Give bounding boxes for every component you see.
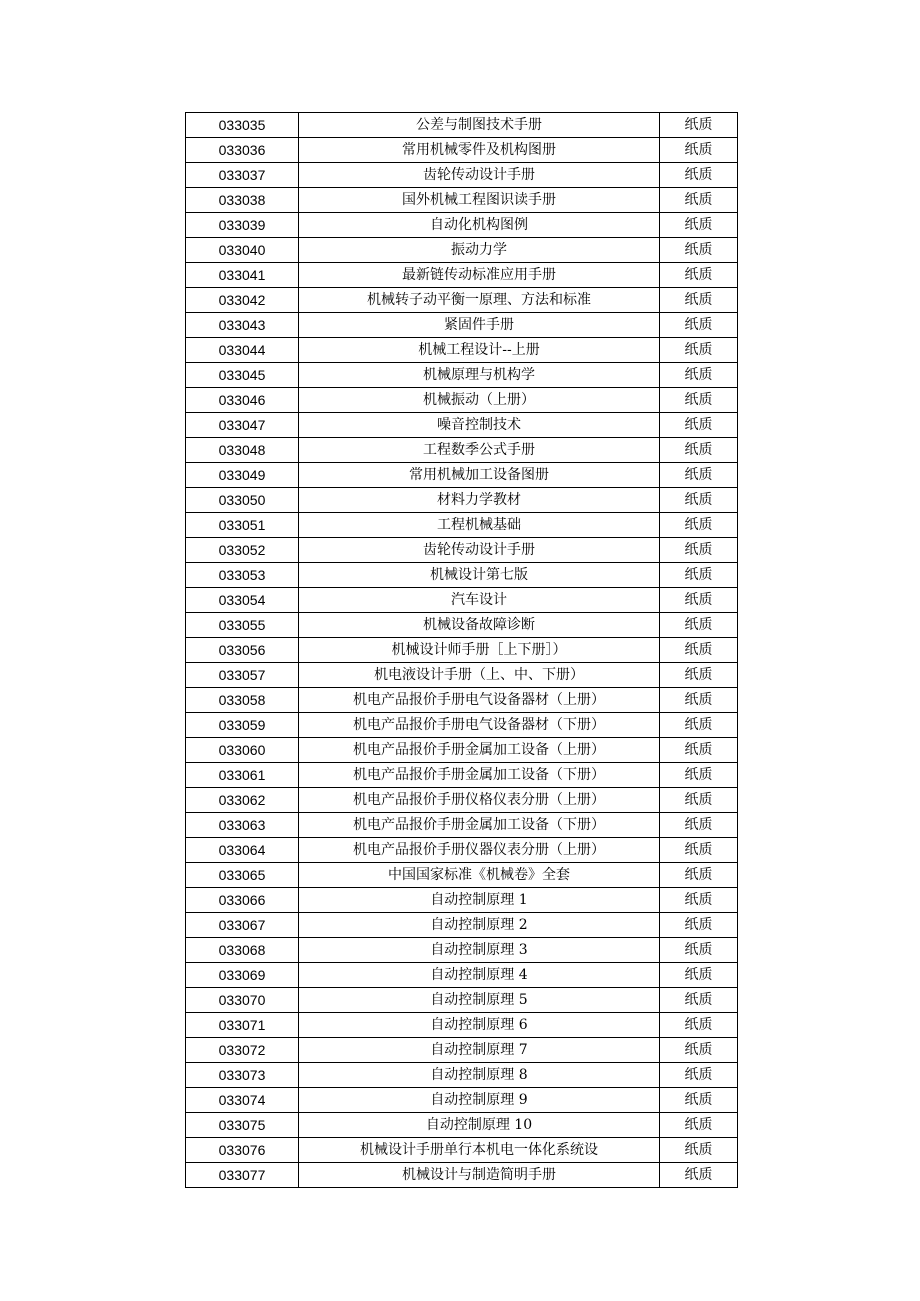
table-row <box>186 713 738 738</box>
table-row <box>186 163 738 188</box>
book-title-cell: 机械转子动平衡一原理、方法和标准 <box>299 288 660 313</box>
table-row <box>186 238 738 263</box>
book-code-cell: 033053 <box>186 563 299 588</box>
table-row <box>186 288 738 313</box>
book-code-cell: 033077 <box>186 1163 299 1188</box>
book-code-cell: 033058 <box>186 688 299 713</box>
book-type-cell: 纸质 <box>660 688 738 713</box>
table-row <box>186 938 738 963</box>
book-code-cell: 033052 <box>186 538 299 563</box>
table-row <box>186 1113 738 1138</box>
book-code-cell: 033056 <box>186 638 299 663</box>
book-title-cell: 机械振动（上册） <box>299 388 660 413</box>
book-title-cell: 机械设计师手册［上下册］） <box>299 638 660 663</box>
table-row <box>186 413 738 438</box>
table-row <box>186 588 738 613</box>
book-code-cell: 033069 <box>186 963 299 988</box>
book-type-cell: 纸质 <box>660 763 738 788</box>
book-title-cell: 自动控制原理 5 <box>299 988 660 1013</box>
table-row <box>186 613 738 638</box>
book-code-cell: 033050 <box>186 488 299 513</box>
book-code-cell: 033042 <box>186 288 299 313</box>
book-code-cell: 033041 <box>186 263 299 288</box>
book-code-cell: 033051 <box>186 513 299 538</box>
table-row <box>186 1138 738 1163</box>
book-title-cell: 常用机械加工设备图册 <box>299 463 660 488</box>
book-type-cell: 纸质 <box>660 938 738 963</box>
book-type-cell: 纸质 <box>660 1088 738 1113</box>
book-code-cell: 033060 <box>186 738 299 763</box>
book-type-cell: 纸质 <box>660 463 738 488</box>
book-title-cell: 常用机械零件及机构图册 <box>299 138 660 163</box>
book-type-cell: 纸质 <box>660 588 738 613</box>
book-title-cell: 自动控制原理 4 <box>299 963 660 988</box>
book-type-cell: 纸质 <box>660 738 738 763</box>
book-code-cell: 033065 <box>186 863 299 888</box>
book-code-cell: 033036 <box>186 138 299 163</box>
book-code-cell: 033074 <box>186 1088 299 1113</box>
book-type-cell: 纸质 <box>660 488 738 513</box>
book-code-cell: 033076 <box>186 1138 299 1163</box>
book-title-cell: 机械设计第七版 <box>299 563 660 588</box>
book-catalog-table <box>185 112 738 1188</box>
book-title-cell: 最新链传动标准应用手册 <box>299 263 660 288</box>
table-row <box>186 663 738 688</box>
book-code-cell: 033061 <box>186 763 299 788</box>
book-type-cell: 纸质 <box>660 863 738 888</box>
book-type-cell: 纸质 <box>660 888 738 913</box>
book-title-cell: 自动化机构图例 <box>299 213 660 238</box>
table-row <box>186 1038 738 1063</box>
book-type-cell: 纸质 <box>660 1038 738 1063</box>
book-type-cell: 纸质 <box>660 963 738 988</box>
book-type-cell: 纸质 <box>660 813 738 838</box>
book-code-cell: 033038 <box>186 188 299 213</box>
table-row <box>186 1163 738 1188</box>
table-row <box>186 813 738 838</box>
book-title-cell: 自动控制原理 1 <box>299 888 660 913</box>
book-code-cell: 033066 <box>186 888 299 913</box>
book-type-cell: 纸质 <box>660 538 738 563</box>
book-code-cell: 033068 <box>186 938 299 963</box>
table-row <box>186 738 738 763</box>
book-type-cell: 纸质 <box>660 563 738 588</box>
book-type-cell: 纸质 <box>660 363 738 388</box>
book-title-cell: 机械设备故障诊断 <box>299 613 660 638</box>
book-type-cell: 纸质 <box>660 638 738 663</box>
book-title-cell: 机电产品报价手册仪格仪表分册（上册） <box>299 788 660 813</box>
book-type-cell: 纸质 <box>660 1063 738 1088</box>
book-code-cell: 033039 <box>186 213 299 238</box>
table-row <box>186 1063 738 1088</box>
table-row <box>186 213 738 238</box>
book-type-cell: 纸质 <box>660 988 738 1013</box>
book-code-cell: 033057 <box>186 663 299 688</box>
table-row <box>186 138 738 163</box>
book-code-cell: 033037 <box>186 163 299 188</box>
table-row <box>186 963 738 988</box>
table-row <box>186 638 738 663</box>
book-type-cell: 纸质 <box>660 163 738 188</box>
book-type-cell: 纸质 <box>660 513 738 538</box>
book-code-cell: 033047 <box>186 413 299 438</box>
book-title-cell: 工程数季公式手册 <box>299 438 660 463</box>
table-row <box>186 763 738 788</box>
book-type-cell: 纸质 <box>660 213 738 238</box>
table-row <box>186 988 738 1013</box>
book-title-cell: 机械设计与制造简明手册 <box>299 1163 660 1188</box>
book-code-cell: 033035 <box>186 113 299 138</box>
table-row <box>186 113 738 138</box>
table-row <box>186 438 738 463</box>
book-title-cell: 噪音控制技术 <box>299 413 660 438</box>
book-title-cell: 工程机械基础 <box>299 513 660 538</box>
table-row <box>186 188 738 213</box>
book-type-cell: 纸质 <box>660 1138 738 1163</box>
table-body <box>186 113 738 1188</box>
book-title-cell: 机电液设计手册（上、中、下册） <box>299 663 660 688</box>
book-type-cell: 纸质 <box>660 838 738 863</box>
table-row <box>186 888 738 913</box>
book-type-cell: 纸质 <box>660 188 738 213</box>
book-code-cell: 033075 <box>186 1113 299 1138</box>
table-row <box>186 1088 738 1113</box>
table-row <box>186 388 738 413</box>
book-code-cell: 033063 <box>186 813 299 838</box>
book-code-cell: 033054 <box>186 588 299 613</box>
book-type-cell: 纸质 <box>660 1113 738 1138</box>
book-code-cell: 033064 <box>186 838 299 863</box>
book-type-cell: 纸质 <box>660 1163 738 1188</box>
book-title-cell: 自动控制原理 8 <box>299 1063 660 1088</box>
table-row <box>186 363 738 388</box>
table-row <box>186 263 738 288</box>
book-title-cell: 材料力学教材 <box>299 488 660 513</box>
book-type-cell: 纸质 <box>660 788 738 813</box>
table-row <box>186 463 738 488</box>
book-code-cell: 033043 <box>186 313 299 338</box>
book-title-cell: 机械工程设计--上册 <box>299 338 660 363</box>
book-code-cell: 033073 <box>186 1063 299 1088</box>
book-type-cell: 纸质 <box>660 338 738 363</box>
table-row <box>186 538 738 563</box>
table-row <box>186 488 738 513</box>
book-title-cell: 中国国家标准《机械卷》全套 <box>299 863 660 888</box>
book-code-cell: 033059 <box>186 713 299 738</box>
table-row <box>186 838 738 863</box>
book-code-cell: 033072 <box>186 1038 299 1063</box>
book-type-cell: 纸质 <box>660 113 738 138</box>
table-row <box>186 313 738 338</box>
book-title-cell: 自动控制原理 2 <box>299 913 660 938</box>
book-title-cell: 振动力学 <box>299 238 660 263</box>
book-type-cell: 纸质 <box>660 913 738 938</box>
book-type-cell: 纸质 <box>660 388 738 413</box>
book-title-cell: 汽车设计 <box>299 588 660 613</box>
book-type-cell: 纸质 <box>660 438 738 463</box>
book-type-cell: 纸质 <box>660 288 738 313</box>
book-title-cell: 机电产品报价手册金属加工设备（下册） <box>299 763 660 788</box>
book-code-cell: 033070 <box>186 988 299 1013</box>
table-row <box>186 688 738 713</box>
book-type-cell: 纸质 <box>660 238 738 263</box>
table-row <box>186 863 738 888</box>
book-title-cell: 机电产品报价手册金属加工设备（下册） <box>299 813 660 838</box>
book-type-cell: 纸质 <box>660 1013 738 1038</box>
book-title-cell: 机电产品报价手册电气设备器材（下册） <box>299 713 660 738</box>
book-type-cell: 纸质 <box>660 413 738 438</box>
table-row <box>186 513 738 538</box>
book-title-cell: 机电产品报价手册金属加工设备（上册） <box>299 738 660 763</box>
book-title-cell: 齿轮传动设计手册 <box>299 163 660 188</box>
book-title-cell: 自动控制原理 3 <box>299 938 660 963</box>
book-type-cell: 纸质 <box>660 613 738 638</box>
book-code-cell: 033040 <box>186 238 299 263</box>
book-code-cell: 033045 <box>186 363 299 388</box>
book-code-cell: 033055 <box>186 613 299 638</box>
book-title-cell: 紧固件手册 <box>299 313 660 338</box>
table-row <box>186 913 738 938</box>
book-title-cell: 机械设计手册单行本机电一体化系统设 <box>299 1138 660 1163</box>
book-type-cell: 纸质 <box>660 313 738 338</box>
book-code-cell: 033067 <box>186 913 299 938</box>
book-code-cell: 033046 <box>186 388 299 413</box>
book-title-cell: 自动控制原理 6 <box>299 1013 660 1038</box>
book-title-cell: 机电产品报价手册电气设备器材（上册） <box>299 688 660 713</box>
table-row <box>186 338 738 363</box>
book-title-cell: 自动控制原理 7 <box>299 1038 660 1063</box>
book-type-cell: 纸质 <box>660 663 738 688</box>
table-row <box>186 1013 738 1038</box>
table-row <box>186 788 738 813</box>
table-row <box>186 563 738 588</box>
book-title-cell: 国外机械工程图识读手册 <box>299 188 660 213</box>
book-type-cell: 纸质 <box>660 713 738 738</box>
book-title-cell: 机电产品报价手册仪器仪表分册（上册） <box>299 838 660 863</box>
book-type-cell: 纸质 <box>660 263 738 288</box>
book-title-cell: 齿轮传动设计手册 <box>299 538 660 563</box>
book-title-cell: 公差与制图技术手册 <box>299 113 660 138</box>
book-code-cell: 033048 <box>186 438 299 463</box>
book-title-cell: 机械原理与机构学 <box>299 363 660 388</box>
book-type-cell: 纸质 <box>660 138 738 163</box>
book-code-cell: 033071 <box>186 1013 299 1038</box>
book-code-cell: 033044 <box>186 338 299 363</box>
book-title-cell: 自动控制原理 10 <box>299 1113 660 1138</box>
book-code-cell: 033049 <box>186 463 299 488</box>
book-code-cell: 033062 <box>186 788 299 813</box>
book-title-cell: 自动控制原理 9 <box>299 1088 660 1113</box>
